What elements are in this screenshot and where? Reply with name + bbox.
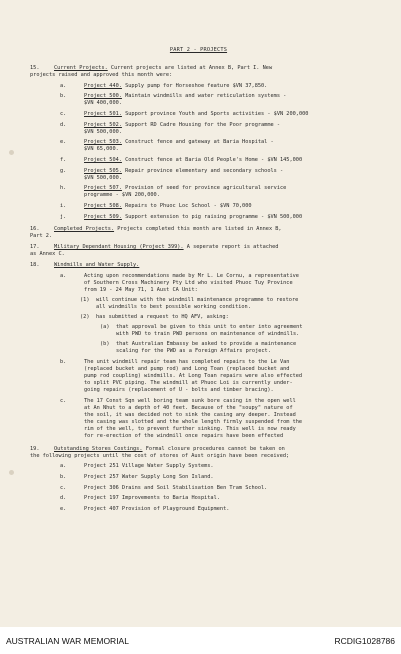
item-letter: h. [60, 185, 67, 192]
item-letter: i. [60, 203, 67, 210]
subpara-c [30, 398, 367, 440]
item-letter: a. [60, 272, 67, 279]
subsub-label: (a) [100, 323, 110, 330]
para-15-title: Current Projects. [54, 65, 108, 72]
project-number: Project 440. [84, 82, 122, 89]
punch-hole [9, 470, 14, 475]
item-text: Project 505. Repair province elementary and secondary schools - $VN 500,000. [84, 167, 284, 181]
item-text: Project 251 Village Water Supply Systems. [84, 463, 214, 470]
list-item [30, 506, 367, 513]
project-number: Project 500. [84, 93, 122, 100]
item-text: Project 500. Maintain windmills and water reticulation systems - $VN 400,000. [84, 93, 287, 107]
item-text: The 17 Const Sqn well boring team sunk bore casing in the open well at An Nhut to a depth of 40 feet. Because of the "soupy" nature of the soil, it was decided not to sink the casing any deeper. Instead the casing was slotted and the whole length firmly suspended from the rim of the well, to prevent further sinking. This well is now ready for re-erection of the windmill once repairs have been effected [84, 397, 303, 439]
list-item [30, 83, 367, 90]
project-number: Project 502. [84, 121, 122, 128]
item-text: Project 407 Provision of Playground Equipment. [84, 506, 230, 513]
subsub-label: (b) [100, 340, 110, 347]
subsub-item: (a) that approval be given to this unit to enter into agreement with PWD to train PWD persons on maintenance of windmills. [100, 323, 303, 337]
list-item [30, 185, 367, 199]
item-letter: a. [60, 463, 67, 470]
list-item [30, 214, 367, 221]
item-text: The unit windmill repair team has completed repairs to the Le Van (replaced bucket and pump rod) and Long Toan (replaced bucket and pump rod coupling) windmills. At Long Toan repairs were also effected to split PVC piping. The windmill at Phuoc Loi is currently under- going repairs (replacement of U - bolts and timber bracing). [84, 358, 303, 393]
project-number: Project 507. [84, 185, 122, 192]
item-text: Project 257 Water Supply Long Son Island. [84, 474, 214, 481]
item-text: Project 440. Supply pump for Horseshoe feature $VN 37,850. [84, 82, 268, 89]
para-18-body [30, 273, 367, 440]
item-letter: a. [60, 82, 67, 89]
sub-item: (2) has submitted a request to HQ AFV, asking: [80, 313, 229, 320]
item-text: Project 503. Construct fence and gateway at Baria Hospital - $VN 65,000. [84, 139, 274, 153]
list-item [30, 157, 367, 164]
list-item [30, 168, 367, 182]
para-16: 16. Completed Projects. Projects completed this month are listed in Annex B, Part 2. [30, 225, 282, 239]
project-number: Project 501. [84, 111, 122, 118]
item-text: Project 509. Support extension to pig raising programme - $VN 500,000 [84, 213, 303, 220]
item-text: Project 508. Repairs to Phuoc Loc School - $VN 70,000 [84, 203, 252, 210]
item-letter: d. [60, 495, 67, 502]
list-item [30, 122, 367, 136]
list-item [30, 203, 367, 210]
sub-label: (1) [80, 296, 90, 303]
project-number: Project 504. [84, 157, 122, 164]
list-item [30, 463, 367, 470]
para-15: 15. Current Projects. Current projects are listed at Annex B, Part I. New projects raised and approved this month were: a. Project 440. Supply pump for Horseshoe feature $VN 37,850. b. Project 500. Maintain windmills and water reticulation systems - $VN 400,000. c. Project 501. Support province Youth and Sports activities - $VN 200,000 d. Project 502. Support RD Cadre Housing for the Poor programme - $VN 500,000. e. Project 503. Construct fence and gateway at Baria Hospital - $VN 65,000. f. Project 504. Construct fence at Baria Old People's Home - $VN 145,000 g. Project 505. Repair province elementary and secondary schools - $VN 500,000. h. Project 507. Provision of seed for province agricultural service programme - $VN 200,000. i. Project 508. Repairs to Phuoc Loc School - $VN 70,000 j. Project 509. Support extension to pig raising programme - $VN 500,000 [30, 65, 367, 221]
para-18: 18. Windmills and Water Supply. a. Acting upon recommendations made by Mr L. Le Cornu, a representative of Southern Cross Machinery Pty Ltd who visited Phuoc Tuy Province from 19 - 24 May 71, 1 Aust CA Unit: (1) will continue with the windmill maintenance programme to restore all windmills to best possible working condition. (2) has submitted a request to HQ AFV, asking: (a) that approval be given to this unit to enter into agreement with PWD to train PWD persons on maintenance of windmills. (b) that Australian Embassy be asked to provide a maintenance scaling for the PWD as a Foreign Affairs project. b. The unit windmill repair team has completed repairs to the Le Van (replaced bucket and pump rod) and Long Toan (replaced bucket and pump rod coupling) windmills. At Long Toan repairs were also effected to split PVC piping. The windmill at Phuoc Loi is currently under- going repairs (replacement of U - bolts and timber bracing). c. The 17 Const Sqn well boring team sunk bore casing in the open well at An Nhut to a depth of 40 feet. Because of the "soupy" nature of the soil, it was decided not to sink the casing any deeper. Instead the casing was slotted and the whole length firmly suspended from the rim of the well, to prevent further sinking. This well is now ready for re-erection of the windmill once repairs have been effected [30, 262, 367, 440]
item-letter: d. [60, 121, 67, 128]
item-letter: f. [60, 157, 67, 164]
archive-id: RCDIG1028786 [334, 635, 395, 646]
stores-list [30, 463, 367, 513]
item-letter: c. [60, 397, 67, 404]
item-text: Acting upon recommendations made by Mr L. Le Cornu, a representative of Southern Cross Machinery Pty Ltd who visited Phuoc Tuy Province from 19 - 24 May 71, 1 Aust CA Unit: [84, 272, 299, 293]
project-number: Project 505. [84, 167, 122, 174]
item-letter: e. [60, 139, 67, 146]
para-19: 19. Outstanding Stores Costings. Formal closure procedures cannot be taken on the following projects until the cost of stores of Aust origin have been received; a. Project 251 Village Water Supply Systems. b. Project 257 Water Supply Long Son Island. c. Project 306 Drains and Soil Stabilisation Ben Tram School. d. Project 197 Improvements to Baria Hospital. e. Project 407 Provision of Playground Equipment. [30, 446, 367, 513]
item-letter: j. [60, 213, 67, 220]
item-letter: b. [60, 474, 67, 481]
project-list [30, 83, 367, 221]
archive-footer [0, 627, 401, 654]
item-letter: b. [60, 358, 67, 365]
item-text: Project 501. Support province Youth and Sports activities - $VN 200,000 [84, 111, 309, 118]
item-text: Project 306 Drains and Soil Stabilisation Ben Tram School. [84, 484, 268, 491]
archive-name: AUSTRALIAN WAR MEMORIAL [6, 635, 129, 646]
item-letter: c. [60, 484, 67, 491]
item-letter: e. [60, 506, 67, 513]
item-letter: c. [60, 111, 67, 118]
list-item [30, 111, 367, 118]
item-text: Project 507. Provision of seed for province agricultural service programme - $VN 200,000. [84, 185, 287, 199]
project-number: Project 508. [84, 203, 122, 210]
item-text: Project 197 Improvements to Baria Hospital. [84, 495, 220, 502]
para-17: 17. Military Dependant Housing (Project 399). A seperate report is attached as Annex C. [30, 243, 279, 257]
list-item [30, 495, 367, 502]
subpara-b [30, 359, 367, 394]
punch-hole [9, 150, 14, 155]
item-text: Project 504. Construct fence at Baria Old People's Home - $VN 145,000 [84, 157, 303, 164]
list-item [30, 485, 367, 492]
list-item [30, 93, 367, 107]
list-item [30, 139, 367, 153]
subpara-a [30, 273, 367, 294]
list-item [30, 474, 367, 481]
item-letter: b. [60, 93, 67, 100]
project-number: Project 503. [84, 139, 122, 146]
sub-label: (2) [80, 313, 90, 320]
sub-item: (1) will continue with the windmill maintenance programme to restore all windmills to best possible working condition. [80, 296, 299, 310]
page-heading: PART 2 - PROJECTS [169, 47, 228, 53]
item-text: Project 502. Support RD Cadre Housing for the Poor programme - $VN 500,000. [84, 121, 280, 135]
item-letter: g. [60, 167, 67, 174]
project-number: Project 509. [84, 213, 122, 220]
subsub-item: (b) that Australian Embassy be asked to provide a maintenance scaling for the PWD as a Foreign Affairs project. [100, 340, 297, 355]
